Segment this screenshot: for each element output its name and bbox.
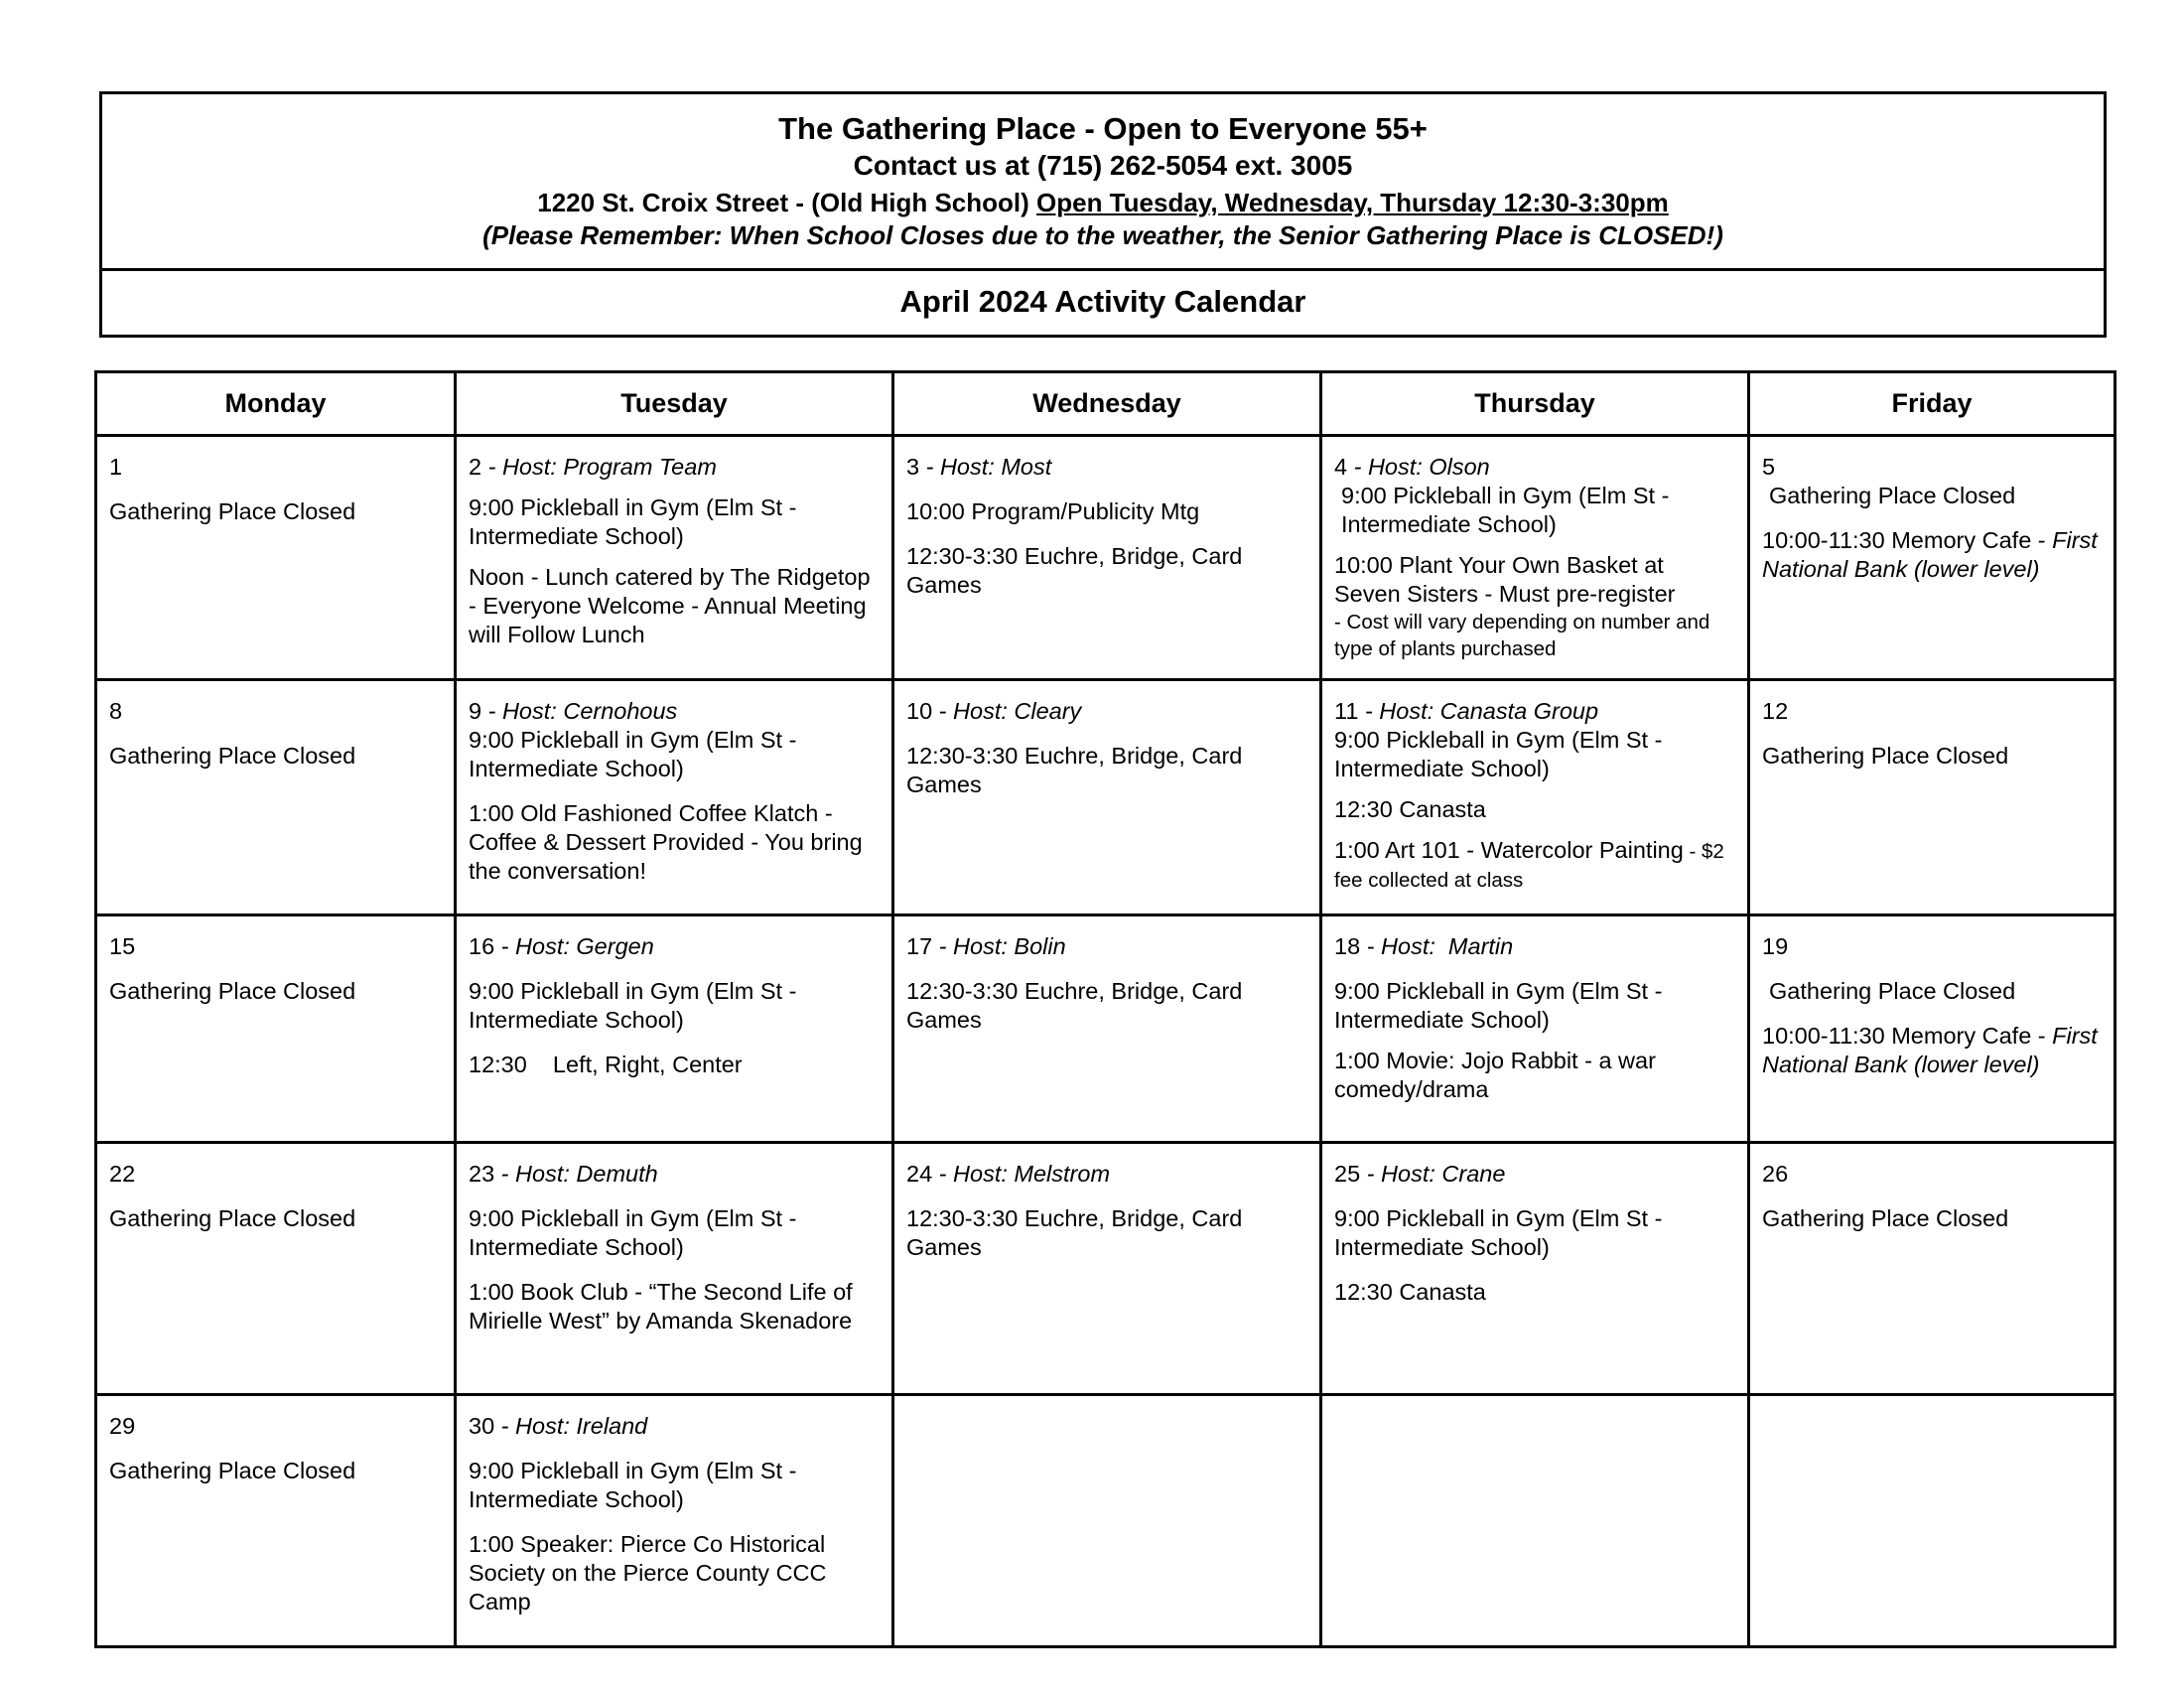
day-number: 22 bbox=[109, 1161, 136, 1187]
week-row bbox=[96, 680, 2116, 915]
day-heading bbox=[906, 1160, 1307, 1189]
day-cell-29 bbox=[96, 1395, 456, 1647]
event: Noon - Lunch catered by The Ridgetop - Everyone Welcome - Annual Meeting will Follow Lunch bbox=[469, 564, 871, 647]
day-number: 1 bbox=[109, 454, 123, 480]
day-cell-11 bbox=[1321, 680, 1749, 915]
empty-cell bbox=[1749, 1395, 2116, 1647]
day-number: 17 bbox=[906, 933, 933, 959]
event: 9:00 Pickleball in Gym (Elm St - Intermediate School) bbox=[469, 1205, 797, 1260]
day-heading bbox=[469, 453, 880, 482]
event: 9:00 Pickleball in Gym (Elm St - Intermediate School) bbox=[1334, 727, 1663, 781]
day-cell-4 bbox=[1321, 436, 1749, 680]
event: 12:30 Canasta bbox=[1334, 796, 1486, 822]
address-line bbox=[102, 188, 2104, 218]
page-title: The Gathering Place - Open to Everyone 55+ bbox=[778, 111, 1428, 146]
day-cell-23 bbox=[456, 1143, 893, 1395]
day-heading bbox=[469, 932, 880, 961]
event-text: 10:00-11:30 Memory Cafe - bbox=[1762, 1023, 2053, 1049]
event: 9:00 Pickleball in Gym (Elm St - Intermediate School) bbox=[1334, 1205, 1663, 1260]
event-note: - $2 fee collected at class bbox=[1334, 840, 1724, 892]
day-number: 11 bbox=[1334, 698, 1359, 724]
weekday-friday: Friday bbox=[1749, 372, 2116, 436]
empty-cell bbox=[1321, 1395, 1749, 1647]
day-cell-9 bbox=[456, 680, 893, 915]
day-number: 10 bbox=[906, 698, 933, 724]
event: 10:00 Program/Publicity Mtg bbox=[906, 498, 1200, 524]
host-name: - Host: Bolin bbox=[932, 933, 1066, 959]
week-row bbox=[96, 1395, 2116, 1647]
day-number: 4 bbox=[1334, 454, 1348, 480]
closed-notice: Gathering Place Closed bbox=[109, 1458, 356, 1483]
day-cell-16 bbox=[456, 915, 893, 1143]
day-cell-5 bbox=[1749, 436, 2116, 680]
day-cell-25 bbox=[1321, 1143, 1749, 1395]
day-heading bbox=[906, 697, 1307, 726]
day-number: 2 bbox=[469, 454, 488, 480]
host-name: - Host: Gergen bbox=[494, 933, 654, 959]
event: 12:30 Left, Right, Center bbox=[469, 1052, 743, 1077]
day-cell-24 bbox=[893, 1143, 1321, 1395]
event bbox=[1762, 526, 2102, 584]
host-name: - Host: Cleary bbox=[932, 698, 1082, 724]
day-number: 19 bbox=[1762, 933, 1789, 959]
day-cell-3 bbox=[893, 436, 1321, 680]
day-heading bbox=[1334, 697, 1735, 726]
weekday-tuesday: Tuesday bbox=[456, 372, 893, 436]
calendar-title: April 2024 Activity Calendar bbox=[899, 283, 1306, 319]
closed-notice: Gathering Place Closed bbox=[1762, 743, 2009, 769]
event: 12:30-3:30 Euchre, Bridge, Card Games bbox=[906, 978, 1243, 1033]
day-number: 12 bbox=[1762, 698, 1789, 724]
host-name: - Host: Demuth bbox=[494, 1161, 658, 1187]
closed-notice: Gathering Place Closed bbox=[109, 978, 356, 1004]
day-heading bbox=[906, 932, 1307, 961]
day-heading bbox=[906, 453, 1307, 482]
day-number: 5 bbox=[1762, 454, 1776, 480]
day-cell-10 bbox=[893, 680, 1321, 915]
weekday-header-row bbox=[96, 372, 2116, 436]
weekday-monday: Monday bbox=[96, 372, 456, 436]
event: 9:00 Pickleball in Gym (Elm St - Intermediate School) bbox=[469, 494, 797, 549]
week-row bbox=[96, 436, 2116, 680]
day-heading bbox=[469, 1412, 880, 1441]
event: 12:30 Canasta bbox=[1334, 1279, 1486, 1305]
day-number: 24 bbox=[906, 1161, 933, 1187]
host-name: - Host: Ireland bbox=[494, 1413, 648, 1439]
host-name: - Host: Melstrom bbox=[932, 1161, 1111, 1187]
header-info bbox=[102, 94, 2104, 271]
day-number: 15 bbox=[109, 933, 136, 959]
host-name: - Host: Most bbox=[919, 454, 1052, 480]
event: 1:00 Movie: Jojo Rabbit - a war comedy/drama bbox=[1334, 1048, 1656, 1102]
day-cell-1 bbox=[96, 436, 456, 680]
day-number: 3 bbox=[906, 454, 920, 480]
event: 10:00 Plant Your Own Basket at Seven Sisters - Must pre-register bbox=[1334, 552, 1676, 607]
event-location: First National Bank (lower level) bbox=[1762, 527, 2098, 582]
week-row bbox=[96, 1143, 2116, 1395]
day-cell-15 bbox=[96, 915, 456, 1143]
host-name: - Host: Olson bbox=[1347, 454, 1490, 480]
day-cell-30 bbox=[456, 1395, 893, 1647]
event: 9:00 Pickleball in Gym (Elm St - Intermediate School) bbox=[469, 978, 797, 1033]
day-number: 25 bbox=[1334, 1161, 1361, 1187]
event-note: - Cost will vary depending on number and type of plants purchased bbox=[1334, 611, 1710, 660]
host-name: - Host: Canasta Group bbox=[1358, 698, 1599, 724]
event: 12:30-3:30 Euchre, Bridge, Card Games bbox=[906, 543, 1243, 598]
event: 1:00 Speaker: Pierce Co Historical Society on the Pierce County CCC Camp bbox=[469, 1531, 827, 1615]
contact-line: Contact us at (715) 262-5054 ext. 3005 bbox=[853, 150, 1353, 181]
host-name: - Host: Cernohous bbox=[487, 698, 678, 724]
event: 12:30-3:30 Euchre, Bridge, Card Games bbox=[906, 1205, 1243, 1260]
event: 9:00 Pickleball in Gym (Elm St - Intermediate School) bbox=[469, 727, 797, 781]
day-number: 16 bbox=[469, 933, 495, 959]
empty-cell bbox=[893, 1395, 1321, 1647]
day-number: 23 bbox=[469, 1161, 495, 1187]
address-text: 1220 St. Croix Street - (Old High School) bbox=[537, 188, 1029, 217]
event: 1:00 Book Club - “The Second Life of Mirielle West” by Amanda Skenadore bbox=[469, 1279, 853, 1334]
event: 12:30-3:30 Euchre, Bridge, Card Games bbox=[906, 743, 1243, 797]
day-cell-18 bbox=[1321, 915, 1749, 1143]
day-cell-2 bbox=[456, 436, 893, 680]
week-row bbox=[96, 915, 2116, 1143]
closed-notice: Gathering Place Closed bbox=[1769, 483, 2016, 508]
day-number: 29 bbox=[109, 1413, 136, 1439]
day-heading bbox=[1334, 1160, 1735, 1189]
host-name: - Host: Crane bbox=[1360, 1161, 1506, 1187]
event-text: 1:00 Art 101 - Watercolor Painting bbox=[1334, 837, 1684, 863]
weekday-thursday: Thursday bbox=[1321, 372, 1749, 436]
closed-notice: Gathering Place Closed bbox=[1762, 1205, 2009, 1231]
closed-notice: Gathering Place Closed bbox=[1769, 978, 2016, 1004]
day-number: 26 bbox=[1762, 1161, 1789, 1187]
closed-notice: Gathering Place Closed bbox=[109, 498, 356, 524]
day-cell-12 bbox=[1749, 680, 2116, 915]
day-number: 8 bbox=[109, 698, 123, 724]
event: 9:00 Pickleball in Gym (Elm St - Intermediate School) bbox=[1341, 483, 1670, 537]
open-hours: Open Tuesday, Wednesday, Thursday 12:30-3:30pm bbox=[1036, 188, 1669, 217]
day-number: 30 bbox=[469, 1413, 495, 1439]
event bbox=[1334, 836, 1735, 894]
event: 1:00 Old Fashioned Coffee Klatch - Coffee & Dessert Provided - You bring the conversation! bbox=[469, 800, 863, 884]
day-cell-8 bbox=[96, 680, 456, 915]
weather-note: (Please Remember: When School Closes due to the weather, the Senior Gathering Place is CLOSED!) bbox=[482, 220, 1723, 250]
day-cell-17 bbox=[893, 915, 1321, 1143]
host-name: - Host: Program Team bbox=[487, 454, 717, 480]
day-heading bbox=[469, 1160, 880, 1189]
header-box bbox=[99, 91, 2107, 338]
day-cell-19 bbox=[1749, 915, 2116, 1143]
weekday-wednesday: Wednesday bbox=[893, 372, 1321, 436]
event-text: 10:00-11:30 Memory Cafe - bbox=[1762, 527, 2053, 553]
activity-calendar bbox=[94, 370, 2116, 1648]
closed-notice: Gathering Place Closed bbox=[109, 1205, 356, 1231]
event: 9:00 Pickleball in Gym (Elm St - Intermediate School) bbox=[469, 1458, 797, 1512]
day-heading bbox=[1334, 453, 1735, 482]
host-name: - Host: Martin bbox=[1360, 933, 1514, 959]
day-cell-22 bbox=[96, 1143, 456, 1395]
day-number: 18 bbox=[1334, 933, 1361, 959]
event-location: First National Bank (lower level) bbox=[1762, 1023, 2098, 1077]
day-cell-26 bbox=[1749, 1143, 2116, 1395]
event: 9:00 Pickleball in Gym (Elm St - Intermediate School) bbox=[1334, 978, 1663, 1033]
day-heading bbox=[469, 697, 880, 726]
closed-notice: Gathering Place Closed bbox=[109, 743, 356, 769]
event bbox=[1762, 1022, 2102, 1079]
day-heading bbox=[1334, 932, 1735, 961]
day-number: 9 bbox=[469, 698, 488, 724]
